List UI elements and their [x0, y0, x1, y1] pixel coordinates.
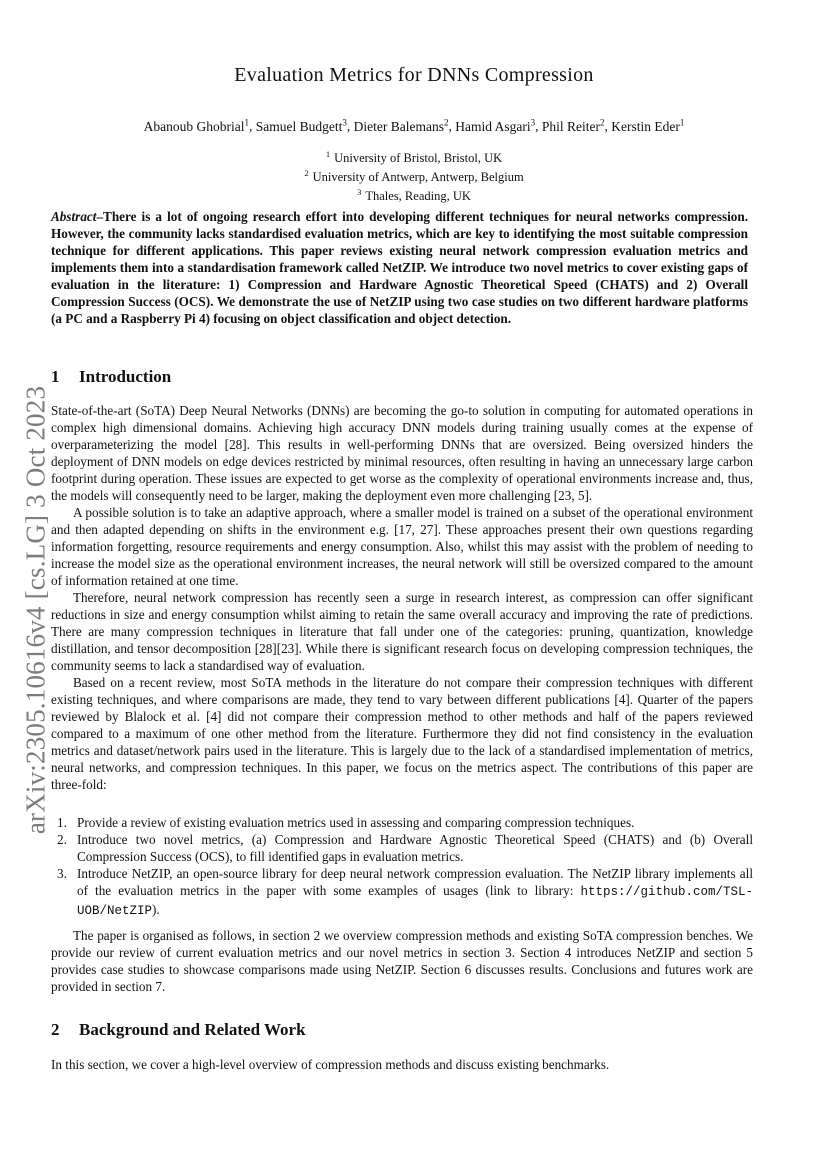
paragraph: Therefore, neural network compression has recently seen a surge in research interest, as compression can offer significant reductions in size and energy consumption whilst aiming to retain the same overall accuracy and improving the rate of predictions. There are many compression techniques in literature that fall under one of the categories: pruning, quantization, knowledge distillation, and tensor decomposition [28][23]. While there is significant research focus on developing compression techniques, the community seems to lack a standardised way of evaluation.: [51, 590, 753, 673]
list-item-tail: ).: [152, 902, 160, 917]
author: Abanoub Ghobrial$^1$: [143, 117, 250, 134]
list-item-text: Introduce two novel metrics, (a) Compression and Hardware Agnostic Theoretical Speed (CHATS) and (b) Overall Compression Success (OCS), to fill identified gaps in evaluation metrics.: [77, 832, 753, 864]
list-marker: 3.: [57, 866, 67, 881]
author: Phil Reiter$^2$: [541, 117, 605, 134]
section-number: 1: [51, 367, 60, 386]
author: Dieter Balemans$^2$: [353, 117, 449, 134]
list-marker: 1.: [57, 815, 67, 830]
paragraph: In this section, we cover a high-level overview of compression methods and discuss existing benchmarks.: [51, 1057, 610, 1072]
author-list: Abanoub Ghobrial$^1$, Samuel Budgett$^3$, Dieter Balemans$^2$, Hamid Asgari$^3$, Phil Reiter$^2$, Kerstin Eder$^1$: [143, 117, 685, 134]
list-item-text: Provide a review of existing evaluation metrics used in assessing and comparing compression techniques.: [77, 815, 635, 830]
arxiv-identifier-text: arXiv:2305.10616v4 [cs.LG] 3 Oct 2023: [20, 385, 51, 835]
abstract-lead: Abstract: [51, 209, 97, 224]
section-number: 2: [51, 1020, 60, 1039]
list-item: [51, 831, 753, 865]
affiliation-list: [0, 147, 828, 204]
introduction-closing: [51, 927, 753, 995]
paragraph: Based on a recent review, most SoTA methods in the literature do not compare their compression techniques with different existing techniques, and where comparisons are made, they tend to vary between different publications [4]. Quarter of the papers reviewed by Blalock et al. [4] did not compare their compression method to other methods and half of the papers reviewed compared to a maximum of one other method from the literature. Furthermore they did not find consistency in the evaluation metrics and dataset/network pairs used in the literature. This is largely due to the lack of a standardised implementation of metrics, neural networks, and compression techniques. In this paper, we focus on the metrics aspect. The contributions of this paper are three-fold:: [51, 675, 753, 792]
list-item-text: Introduce NetZIP, an open-source library for deep neural network compression evaluation. The NetZIP library implements all of the evaluation metrics in the paper with some examples of usages (link to library:: [77, 866, 753, 898]
list-marker: 2.: [57, 832, 67, 847]
section-title: Introduction: [79, 367, 172, 386]
affiliation: $^1$ University of Bristol, Bristol, UK: [325, 149, 503, 166]
list-item: [51, 814, 753, 831]
library-link[interactable]: https://github.com/TSL-UOB/NetZIP: [77, 885, 753, 918]
background-body: [51, 1056, 753, 1073]
affiliation: $^3$ Thales, Reading, UK: [357, 187, 471, 204]
section-heading-background: [51, 1020, 306, 1040]
author: Kerstin Eder$^1$: [611, 117, 685, 134]
abstract-text: –There is a lot of ongoing research effort into developing different techniques for neural networks compression. However, the community lacks standardised evaluation metrics, which are key to identifying the most suitable compression technique for different applications. This paper reviews existing neural network compression evaluation metrics and implements them into a standardisation framework called NetZIP. We introduce two novel metrics to cover existing gaps of evaluation in the literature: 1) Compression and Hardware Agnostic Theoretical Speed (CHATS) and 2) Overall Compression Success (OCS). We demonstrate the use of NetZIP using two case studies on two different hardware platforms (a PC and a Raspberry Pi 4) focusing on object classification and object detection.: [51, 209, 748, 326]
introduction-body: [51, 402, 753, 793]
author: Hamid Asgari$^3$: [455, 117, 536, 134]
section-title: Background and Related Work: [79, 1020, 306, 1039]
contributions-list: [51, 814, 753, 920]
affiliation: $^2$ University of Antwerp, Antwerp, Belgium: [304, 168, 524, 185]
author: Samuel Budgett$^3$: [255, 117, 347, 134]
section-heading-introduction: [51, 367, 171, 387]
paper-title: Evaluation Metrics for DNNs Compression: [234, 64, 594, 86]
abstract: [51, 208, 748, 327]
paragraph: The paper is organised as follows, in section 2 we overview compression methods and existing SoTA compression benches. We provide our review of current evaluation metrics and our novel metrics in section 3. Section 4 introduces NetZIP and section 5 provides case studies to showcase comparisons made using NetZIP. Section 6 discusses results. Conclusions and futures work are provided in section 7.: [51, 928, 753, 994]
arxiv-identifier-stamp: [16, 370, 56, 850]
paragraph: State-of-the-art (SoTA) Deep Neural Networks (DNNs) are becoming the go-to solution in computing for automated operations in complex high dimensional domains. Achieving high accuracy DNN models during training usually comes at the expense of overparameterizing the model [28]. This results in well-performing DNNs that are oversized. Being oversized hinders the deployment of DNN models on edge devices restricted by minimal resources, often resulting in having an unnecessary large carbon footprint during operation. These issues are expected to get worse as the complexity of operational environments increase and, thus, the models will consequently need to be larger, making the deployment even more challenging [23, 5].: [51, 403, 753, 503]
paragraph: A possible solution is to take an adaptive approach, where a smaller model is trained on a subset of the operational environment and then adapted depending on shifts in the environment e.g. [17, 27]. These approaches present their own questions regarding information forgetting, resource requirements and energy consumption. Also, whilst this may assist with the problem of needing to increase the model size as the operational environment increases, the neural network will still be oversized compared to the amount of information retained at one time.: [51, 505, 753, 588]
list-item: [51, 865, 753, 920]
